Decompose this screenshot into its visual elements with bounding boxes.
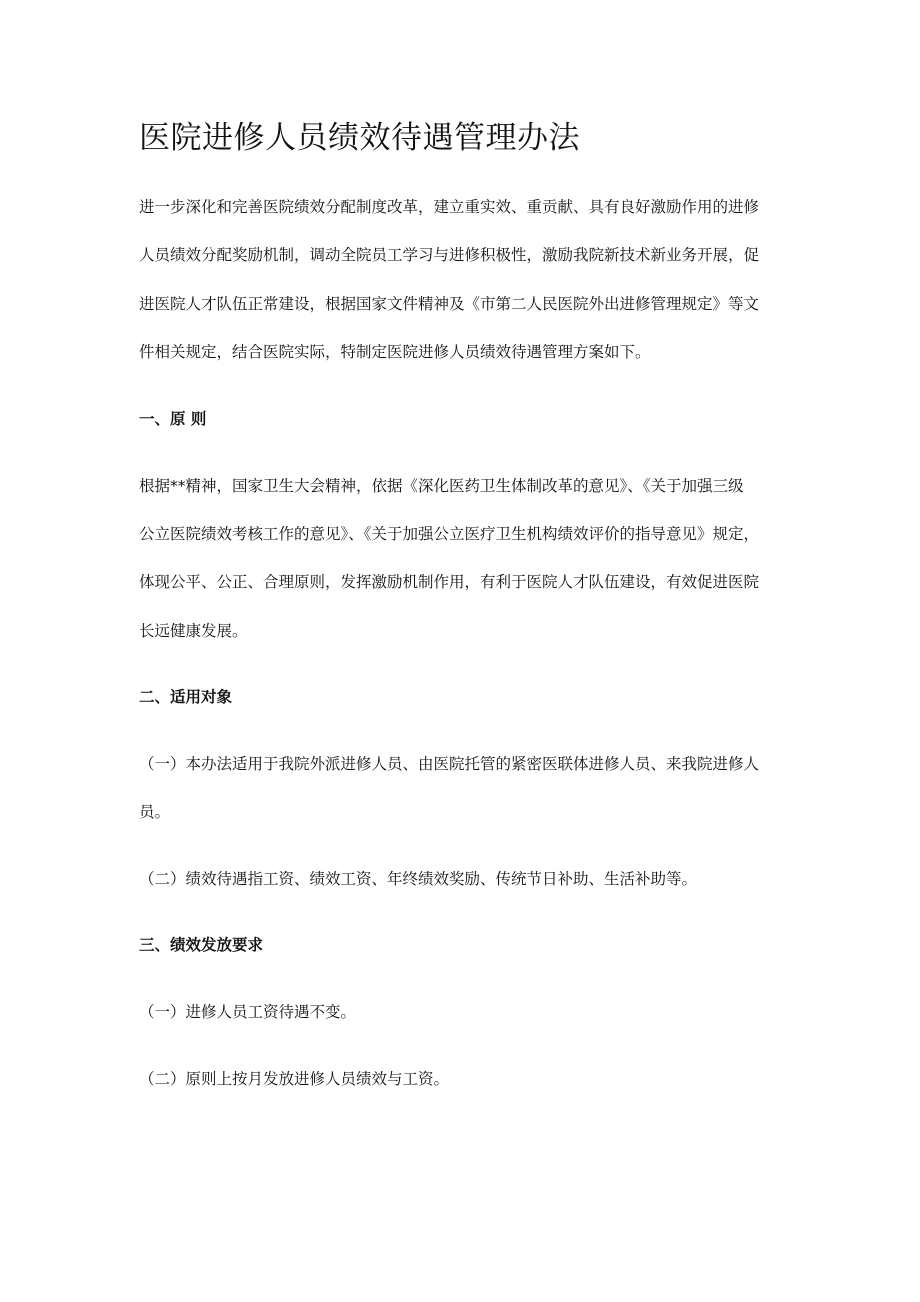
principles-line: 公立医院绩效考核工作的意见》、《关于加强公立医疗卫生机构绩效评价的指导意见》规定， [139, 525, 760, 543]
payment-item-2: （二）原则上按月发放进修人员绩效与工资。 [139, 1070, 450, 1088]
intro-line: 件相关规定，结合医院实际，特制定医院进修人员绩效待遇管理方案如下。 [139, 343, 651, 361]
intro-line: 进医院人才队伍正常建设，根据国家文件精神及《市第二人民医院外出进修管理规定》等文 [139, 295, 760, 313]
intro-line: 人员绩效分配奖励机制，调动全院员工学习与进修积极性，激励我院新技术新业务开展，促 [139, 246, 760, 264]
section-heading-payment: 三、绩效发放要求 [139, 936, 264, 954]
scope-item-2: （二）绩效待遇指工资、绩效工资、年终绩效奖励、传统节日补助、生活补助等。 [139, 870, 698, 888]
document-title: 医院进修人员绩效待遇管理办法 [139, 120, 580, 156]
principles-line: 根据**精神，国家卫生大会精神，依据《深化医药卫生体制改革的意见》、《关于加强三级 [139, 477, 744, 495]
intro-line: 进一步深化和完善医院绩效分配制度改革，建立重实效、重贡献、具有良好激励作用的进修 [139, 198, 760, 216]
section-heading-principles: 一、原 则 [139, 410, 207, 428]
principles-line: 体现公平、公正、合理原则，发挥激励机制作用，有利于医院人才队伍建设，有效促进医院 [139, 573, 760, 591]
payment-item-1: （一）进修人员工资待遇不变。 [139, 1003, 357, 1021]
scope-item-line: 员。 [139, 803, 171, 821]
section-heading-scope: 二、适用对象 [139, 688, 233, 706]
scope-item-line: （一）本办法适用于我院外派进修人员、由医院托管的紧密医联体进修人员、来我院进修人 [139, 755, 760, 773]
principles-line: 长远健康发展。 [139, 622, 248, 640]
